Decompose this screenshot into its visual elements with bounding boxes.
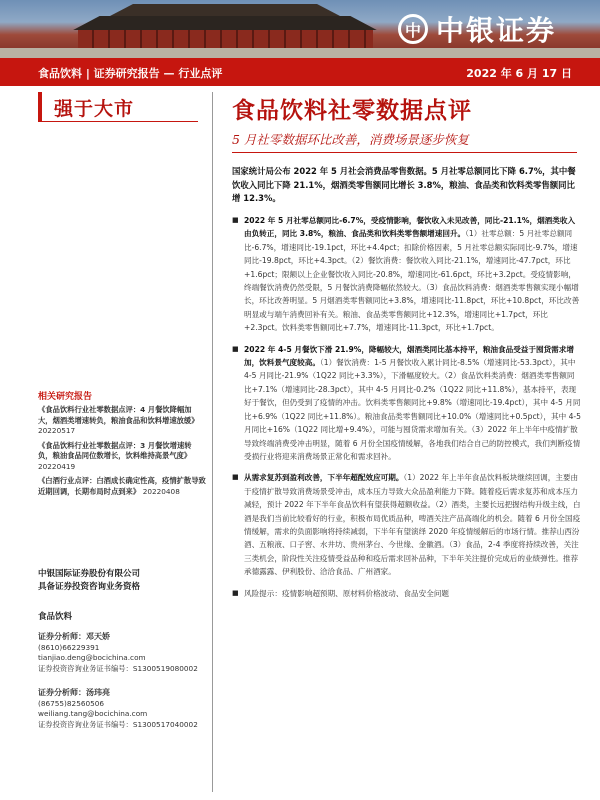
- related-report-text: 《白酒行业点评：白酒成长确定性高，疫情扩散导致近期回调，长期布局时点到来》: [38, 476, 206, 496]
- analyst-email[interactable]: tianjiao.deng@bocichina.com: [38, 653, 146, 662]
- related-report-item[interactable]: [38, 476, 206, 497]
- key-point: [232, 214, 582, 335]
- report-date: 2022 年 6 月 17 日: [466, 67, 572, 80]
- key-point-lead: 2022 年 5 月社零总额同比-6.7%，受疫情影响，餐饮收入未见改善，同比-21.1%，烟酒类收入由负转正，同比 3.8%，粮油、食品类和饮料类零售额增速回升。: [244, 216, 576, 239]
- related-report-date: 20220408: [142, 486, 180, 496]
- header-banner: [0, 0, 600, 58]
- key-points: [232, 214, 582, 600]
- related-reports-title: 相关研究报告: [38, 392, 93, 402]
- related-report-date: 20220517: [38, 426, 76, 435]
- report-title: 食品饮料社零数据点评: [232, 97, 472, 124]
- rating-box: [38, 92, 198, 122]
- column-divider: [212, 92, 213, 792]
- risk-warning: ■ 风险提示：疫情影响超预期、原材料价格波动、食品安全问题: [232, 587, 582, 600]
- related-report-text: 《食品饮料行业社零数据点评：4 月餐饮降幅加大，烟酒类增速转负，粮油食品和饮料增速放缓》: [38, 405, 199, 425]
- analyst-cert: 证券投资咨询业务证书编号：S1300517040002: [38, 719, 198, 729]
- palace-roof-upper: [110, 4, 340, 16]
- key-point: [232, 471, 582, 578]
- brand-logo: [390, 0, 600, 58]
- related-reports-list: [38, 405, 206, 501]
- analyst-phone: (86755)82560506: [38, 698, 105, 708]
- related-report-item[interactable]: [38, 405, 206, 437]
- related-report-text: 《食品饮料行业社零数据点评：3 月餐饮增速转负，粮油食品同位数增长，饮料维持高景气度》: [38, 440, 192, 460]
- sector-label: 食品饮料: [38, 612, 73, 622]
- key-point-body: （1）餐饮消费：1-5 月餐饮收入累计同比-8.5%（增速同比-53.3pct），其中 4-5 月同比-21.9%（1Q22 同比+3.3%），下滑幅度较大。（2）食品饮料类消费：烟酒类零售额同比+7.1%（增速同比-28.3pct），其中 4-5 月同比-0.2%（1Q22 同比+11.8%），基本持平，表现好于餐饮，但仍受到了疫情的冲击。饮料类零售额同比+9.8%（增速同比-19.4pct），其中 4-5 月同比+6.9%（1Q22 同比+11.8%）。粮油食品类零售额同比+10.0%（增速同比+0.5pct），其中 4-5 月同比+16%（1Q22 同比增+9.4%），可能与囤货需求增加有关。（3）2022 年上半年中疫情扩散导致终端消费受冲击明显，随着 6 月份全国疫情缓解，各地我们结合自己的防控模式，我们判断疫情受损行业将迎来消费场景正常化和需求回补。: [244, 358, 581, 461]
- key-point-lead: 2022 年 4-5 月餐饮下滑 21.9%，降幅较大，烟酒类同比基本持平，粮油食品受益于囤货需求增加，饮料景气度较高。: [244, 344, 574, 368]
- report-subtitle: 5 月社零数据环比改善，消费场景逐步恢复: [232, 132, 469, 147]
- palace-roof: [60, 16, 390, 30]
- analyst-name: 证券分析师：汤玮亮: [38, 688, 110, 697]
- breadcrumb: 食品饮料 | 证券研究报告 — 行业点评: [38, 67, 223, 80]
- report-summary: 国家统计局公布 2022 年 5 月社会消费品零售数据。5 月社零总额同比下降 6.7%，其中餐饮收入同比下降 21.1%，烟酒类零售额同比增长 3.8%，粮油、食品类和饮料类零售额同比增 12.3%。: [232, 166, 576, 203]
- institution-name: 中银国际证券股份有限公司 具备证券投资咨询业务资格: [38, 569, 141, 592]
- title-rule: [232, 152, 577, 153]
- analyst-email[interactable]: weiliang.tang@bocichina.com: [38, 709, 148, 718]
- analyst-cert: 证券投资咨询业务证书编号：S1300519080002: [38, 663, 198, 673]
- boc-logo-icon: 中: [398, 14, 428, 44]
- analyst-name: 证券分析师：邓天娇: [38, 632, 110, 641]
- analyst-block: [38, 688, 210, 730]
- investment-rating: 强于大市: [54, 98, 135, 120]
- related-report-item[interactable]: [38, 441, 206, 473]
- key-point: [232, 343, 582, 464]
- key-point-body: （1）2022 年上半年食品饮料板块继续回调，主要由于疫情扩散导致消费场景受冲击，成本压力导致大众品盈利能力下降。随着疫后需求复苏和成本压力减轻，预计 2022 年下半年食品饮料有望获得超额收益。（2）酒类，主要长远把握结构升级主线，白酒是我们当前比较看好的行业，积极布局优质品种，啤酒关注产品高端化的机会。随着 6 月份全国疫情缓解，需求的负面影响将持续减弱，下半年有望演绎 2020 年疫情缓解后的市场行情。推荐山西汾酒、五粮液、口子窖、水井坊、贵州茅台、今世缘、金徽酒。（3）食品，2-4 季度将持续改善，关注三类机会，阶段性关注疫情受益品种和疫后需求回补品种，下半年关注提价完成后的业绩弹性。推荐承德露露、伊利股份、洽洽食品、广州酒家。: [244, 473, 581, 577]
- key-point-body: （1）社零总额：5 月社零总额同比-6.7%，增速同比-19.1pct，环比+4.4pct；扣除价格因素，5 月社零总额实际同比-9.7%，增速同比-19.8pct，环比+4.3pct。（2）餐饮消费：餐饮收入同比-21.1%，增速同比-47.7pct，环比+1.6pct；限额以上企业餐饮收入同比-20.8%，增速同比-61.6pct，环比+3.2pct。受疫情影响，终端餐饮消费仍然受限，5 月餐饮消费降幅依然较大。（3）食品饮料消费：烟酒类零售额实现小幅增长，环比改善明显。5 月烟酒类零售额同比+3.8%，增速同比-11.8pct，环比+10.8pct，环比改善明显或与端午消费回补有关。粮油、食品类零售额同比+12.3%，增速同比+1.7pct，环比+2.3pct。饮料类零售额同比+7.7%，增速同比-11.3pct，环比+1.7pct。: [244, 229, 580, 333]
- key-point-lead: 从需求复苏到盈利改善，下半年超配效应可期。: [244, 473, 404, 483]
- related-report-date: 20220419: [38, 461, 76, 471]
- brand-name: 中银证券: [436, 14, 557, 47]
- report-subheader: [0, 58, 600, 86]
- analyst-phone: (8610)66229391: [38, 642, 100, 652]
- analyst-block: [38, 632, 210, 674]
